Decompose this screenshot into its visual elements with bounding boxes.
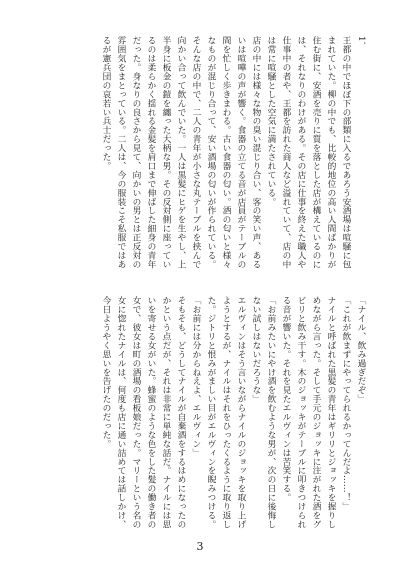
paragraph: 王都の中でほぼ下の部類に入るであろう安酒場は喧騒に包まれていた。柳の中でも、比較的地位の高い人間ばかりが住む街に、安酒を売りに質を落とした店が構えているのには、それなりのわけがある。その店に仕事を終えた職人や仕事中の者や、王都を訪れた商人など溢れていて、店の中は常に喧騒とした空気に満たされている。 — [266, 36, 351, 269]
paragraph: ナイルと呼ばれた黒髪の青年はギリリとジョッキを握りしめながら言った。そして手元のジョッキに注がれた酒をグビリと飲み干す。木のジョッキがテーブルに叩きつけられる音が響いた。それを見たエルヴィンは苦笑する。 — [281, 296, 336, 529]
chapter-marker: 1． — [356, 36, 366, 51]
paragraph: そもそも、どうしてナイルが自棄酒をするはめになったのかという点だが、それは非常に単純な話だ。ナイルには思いを寄せる女がいた。蜂蜜のような色をした髪の働き者の女で、彼女は町の酒場の看板娘だった。マリーという名の女に惚れたナイルは、何度も店に通い詰めては話しかけ、今日ようやく思いを告げたのだった。 — [101, 296, 186, 529]
paragraph: 店の中には様々な物の臭い混じり合い、客の笑い声、あるいは喧嘩の声が響く。食器の立てる音が店員がテーブルの間を忙しく歩きまわる。古い食器の匂い。酒の匂いと様々なものが混じり合って、安い酒場の匂いが作られている。 — [206, 36, 261, 269]
page-number: 3 — [196, 540, 204, 553]
upper-text-block — [28, 36, 368, 274]
dialogue-line: 「これが飲まずにやってられるかってんだよ……！」 — [341, 296, 351, 511]
dialogue-line: 「お前みたいにやけ酒を飲むような男が、次の日に後悔しない試しはないだろうな」 — [251, 296, 276, 529]
dialogue-line: 「ナイル、飲み過ぎだぞ」 — [356, 296, 366, 404]
paragraph: エルヴィンはそう言いながらナイルのジョッキを取り上げようとするが、ナイルはそれをひったくるように取り返した。ジトリと恨みがましい目がエルヴィンを睨みつける。 — [206, 296, 246, 529]
paragraph: そんな店の中で、二人の青年が小さな丸テーブルを挟んで向かい合って飲んでいた。一人は黒髪にヒゲを生やし、上半身に板金の鎧を纏った大柄な男。その反対側に座っているのは柔らかく揺れる金髪を肩口まで伸ばした細身の青年だった。身なりの良さから見て、向かいの男とは正反対の雰囲気をまとっている。二人は、今の服装こそ私服ではあるが憲兵団の哀若い兵士だった。 — [101, 36, 201, 269]
dialogue-line: 「お前には分からねえよ、エルヴィン」 — [191, 296, 201, 458]
lower-text-block — [28, 296, 368, 534]
